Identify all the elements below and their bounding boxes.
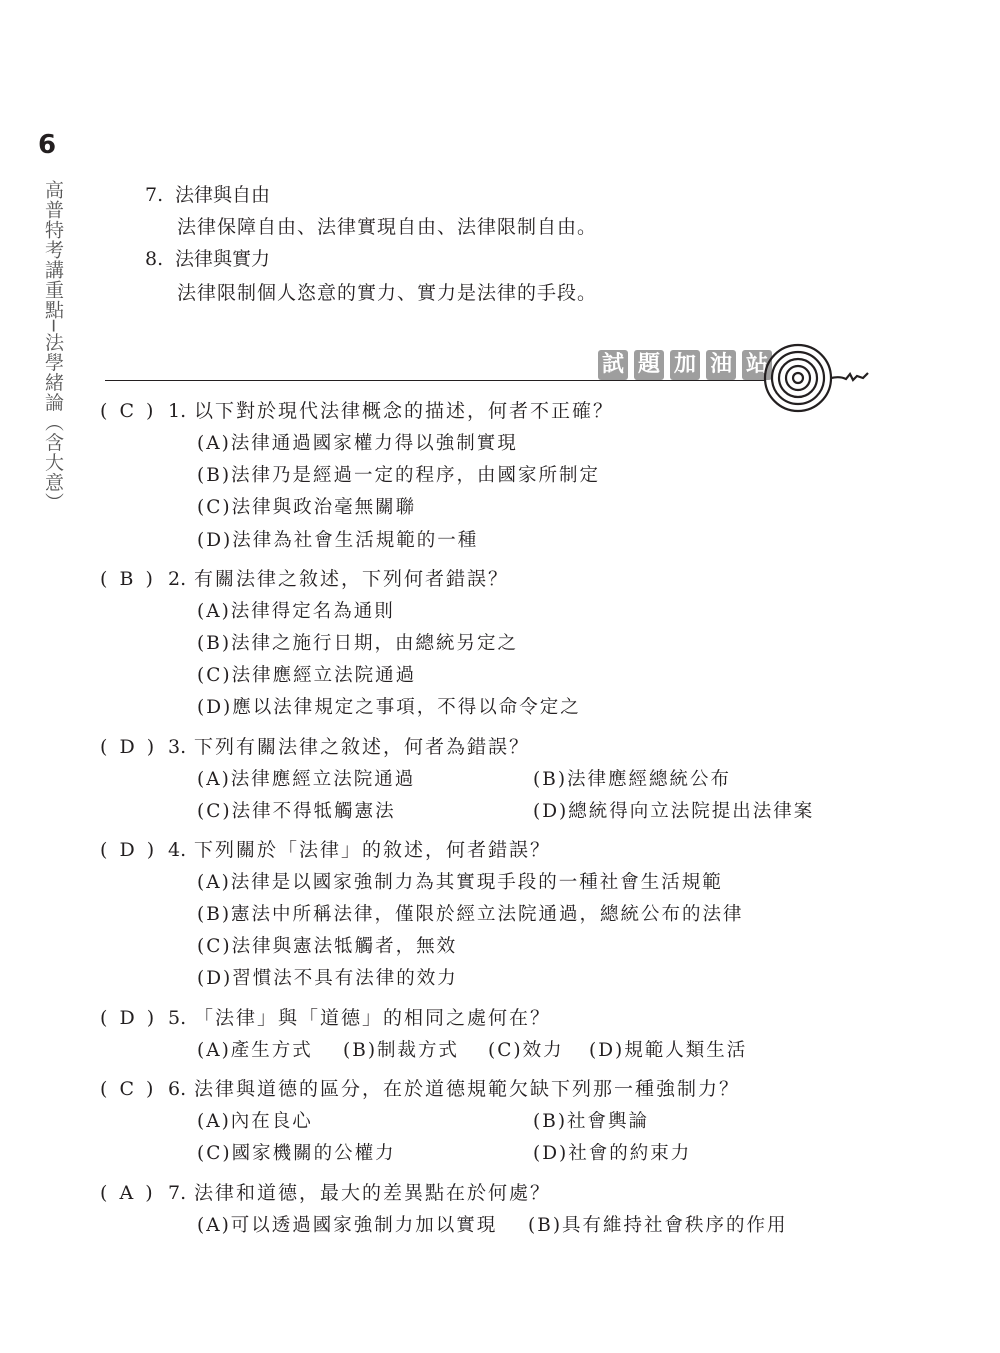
- running-title: 高普特考講重點─法學緒論（含大意）: [42, 180, 64, 513]
- option: (D)規範人類生活: [589, 1040, 748, 1061]
- option: (C)國家機關的公權力: [197, 1143, 396, 1164]
- option: (A)內在良心: [197, 1111, 313, 1132]
- question-2: [100, 564, 509, 591]
- question-number: 1.: [168, 400, 187, 422]
- option: (D)總統得向立法院提出法律案: [533, 801, 815, 822]
- option: (A)法律得定名為通則: [197, 601, 395, 622]
- point-body: 法律保障自由、法律實現自由、法律限制自由。: [177, 216, 598, 238]
- question-text: 下列關於「法律」的敘述，何者錯誤？: [194, 839, 552, 861]
- spiral-ornament-icon: [760, 338, 875, 418]
- answer-key: ( A ): [100, 1182, 156, 1204]
- answer-key: ( D ): [100, 1007, 158, 1029]
- option: (A)法律是以國家強制力為其實現手段的一種社會生活規範: [197, 872, 723, 893]
- question-text: 法律與道德的區分，在於道德規範欠缺下列那一種強制力？: [194, 1078, 741, 1100]
- answer-key: ( D ): [100, 736, 158, 758]
- point-heading: [145, 180, 270, 207]
- option: (B)制裁方式: [343, 1040, 460, 1061]
- question-number: 4.: [168, 839, 187, 861]
- question-text: 下列有關法律之敘述，何者為錯誤？: [194, 736, 531, 758]
- option: (A)產生方式: [197, 1040, 313, 1061]
- option: (C)法律與憲法牴觸者，無效: [197, 936, 458, 957]
- banner-char: 站: [742, 350, 772, 380]
- banner-char: 試: [598, 350, 628, 380]
- banner-char: 題: [634, 350, 664, 380]
- option: (B)法律乃是經過一定的程序，由國家所制定: [197, 465, 601, 486]
- point-title: 法律與實力: [175, 248, 271, 270]
- question-3: [100, 732, 530, 759]
- question-6: [100, 1074, 740, 1101]
- question-5: [100, 1003, 551, 1030]
- question-text: 有關法律之敘述，下列何者錯誤？: [194, 568, 510, 590]
- option: (A)可以透過國家強制力加以實現: [197, 1215, 498, 1236]
- option: (B)憲法中所稱法律，僅限於經立法院通過，總統公布的法律: [197, 904, 744, 925]
- answer-key: ( C ): [100, 400, 157, 422]
- question-text: 「法律」與「道德」的相同之處何在？: [194, 1007, 552, 1029]
- option: (B)法律應經總統公布: [533, 769, 732, 790]
- question-text: 以下對於現代法律概念的描述，何者不正確？: [194, 400, 615, 422]
- question-7: [100, 1178, 551, 1205]
- answer-key: ( C ): [100, 1078, 157, 1100]
- banner-char: 加: [670, 350, 700, 380]
- option: (B)具有維持社會秩序的作用: [528, 1215, 788, 1236]
- section-banner: [598, 350, 772, 384]
- question-text: 法律和道德，最大的差異點在於何處？: [194, 1182, 552, 1204]
- option: (C)法律與政治毫無關聯: [197, 497, 417, 518]
- point-number: 7.: [145, 184, 164, 206]
- banner-char: 油: [706, 350, 736, 380]
- option: (A)法律通過國家權力得以強制實現: [197, 433, 518, 454]
- point-number: 8.: [145, 248, 164, 270]
- point-title: 法律與自由: [175, 184, 271, 206]
- option: (D)習慣法不具有法律的效力: [197, 968, 458, 989]
- page-number: 6: [38, 130, 57, 160]
- point-body: 法律限制個人恣意的實力、實力是法律的手段。: [177, 282, 598, 304]
- answer-key: ( B ): [100, 568, 156, 590]
- question-number: 5.: [168, 1007, 187, 1029]
- question-1: [100, 396, 614, 423]
- option: (B)法律之施行日期，由總統另定之: [197, 633, 519, 654]
- option: (C)效力: [488, 1040, 564, 1061]
- option: (D)法律為社會生活規範的一種: [197, 530, 479, 551]
- point-heading: [145, 244, 270, 271]
- question-number: 6.: [168, 1078, 187, 1100]
- question-number: 7.: [168, 1182, 187, 1204]
- question-number: 3.: [168, 736, 187, 758]
- option: (D)應以法律規定之事項，不得以命令定之: [197, 697, 581, 718]
- option: (D)社會的約束力: [533, 1143, 692, 1164]
- answer-key: ( D ): [100, 839, 158, 861]
- option: (B)社會輿論: [533, 1111, 650, 1132]
- option: (A)法律應經立法院通過: [197, 769, 416, 790]
- option: (C)法律不得牴觸憲法: [197, 801, 396, 822]
- question-number: 2.: [168, 568, 187, 590]
- question-4: [100, 835, 551, 862]
- option: (C)法律應經立法院通過: [197, 665, 417, 686]
